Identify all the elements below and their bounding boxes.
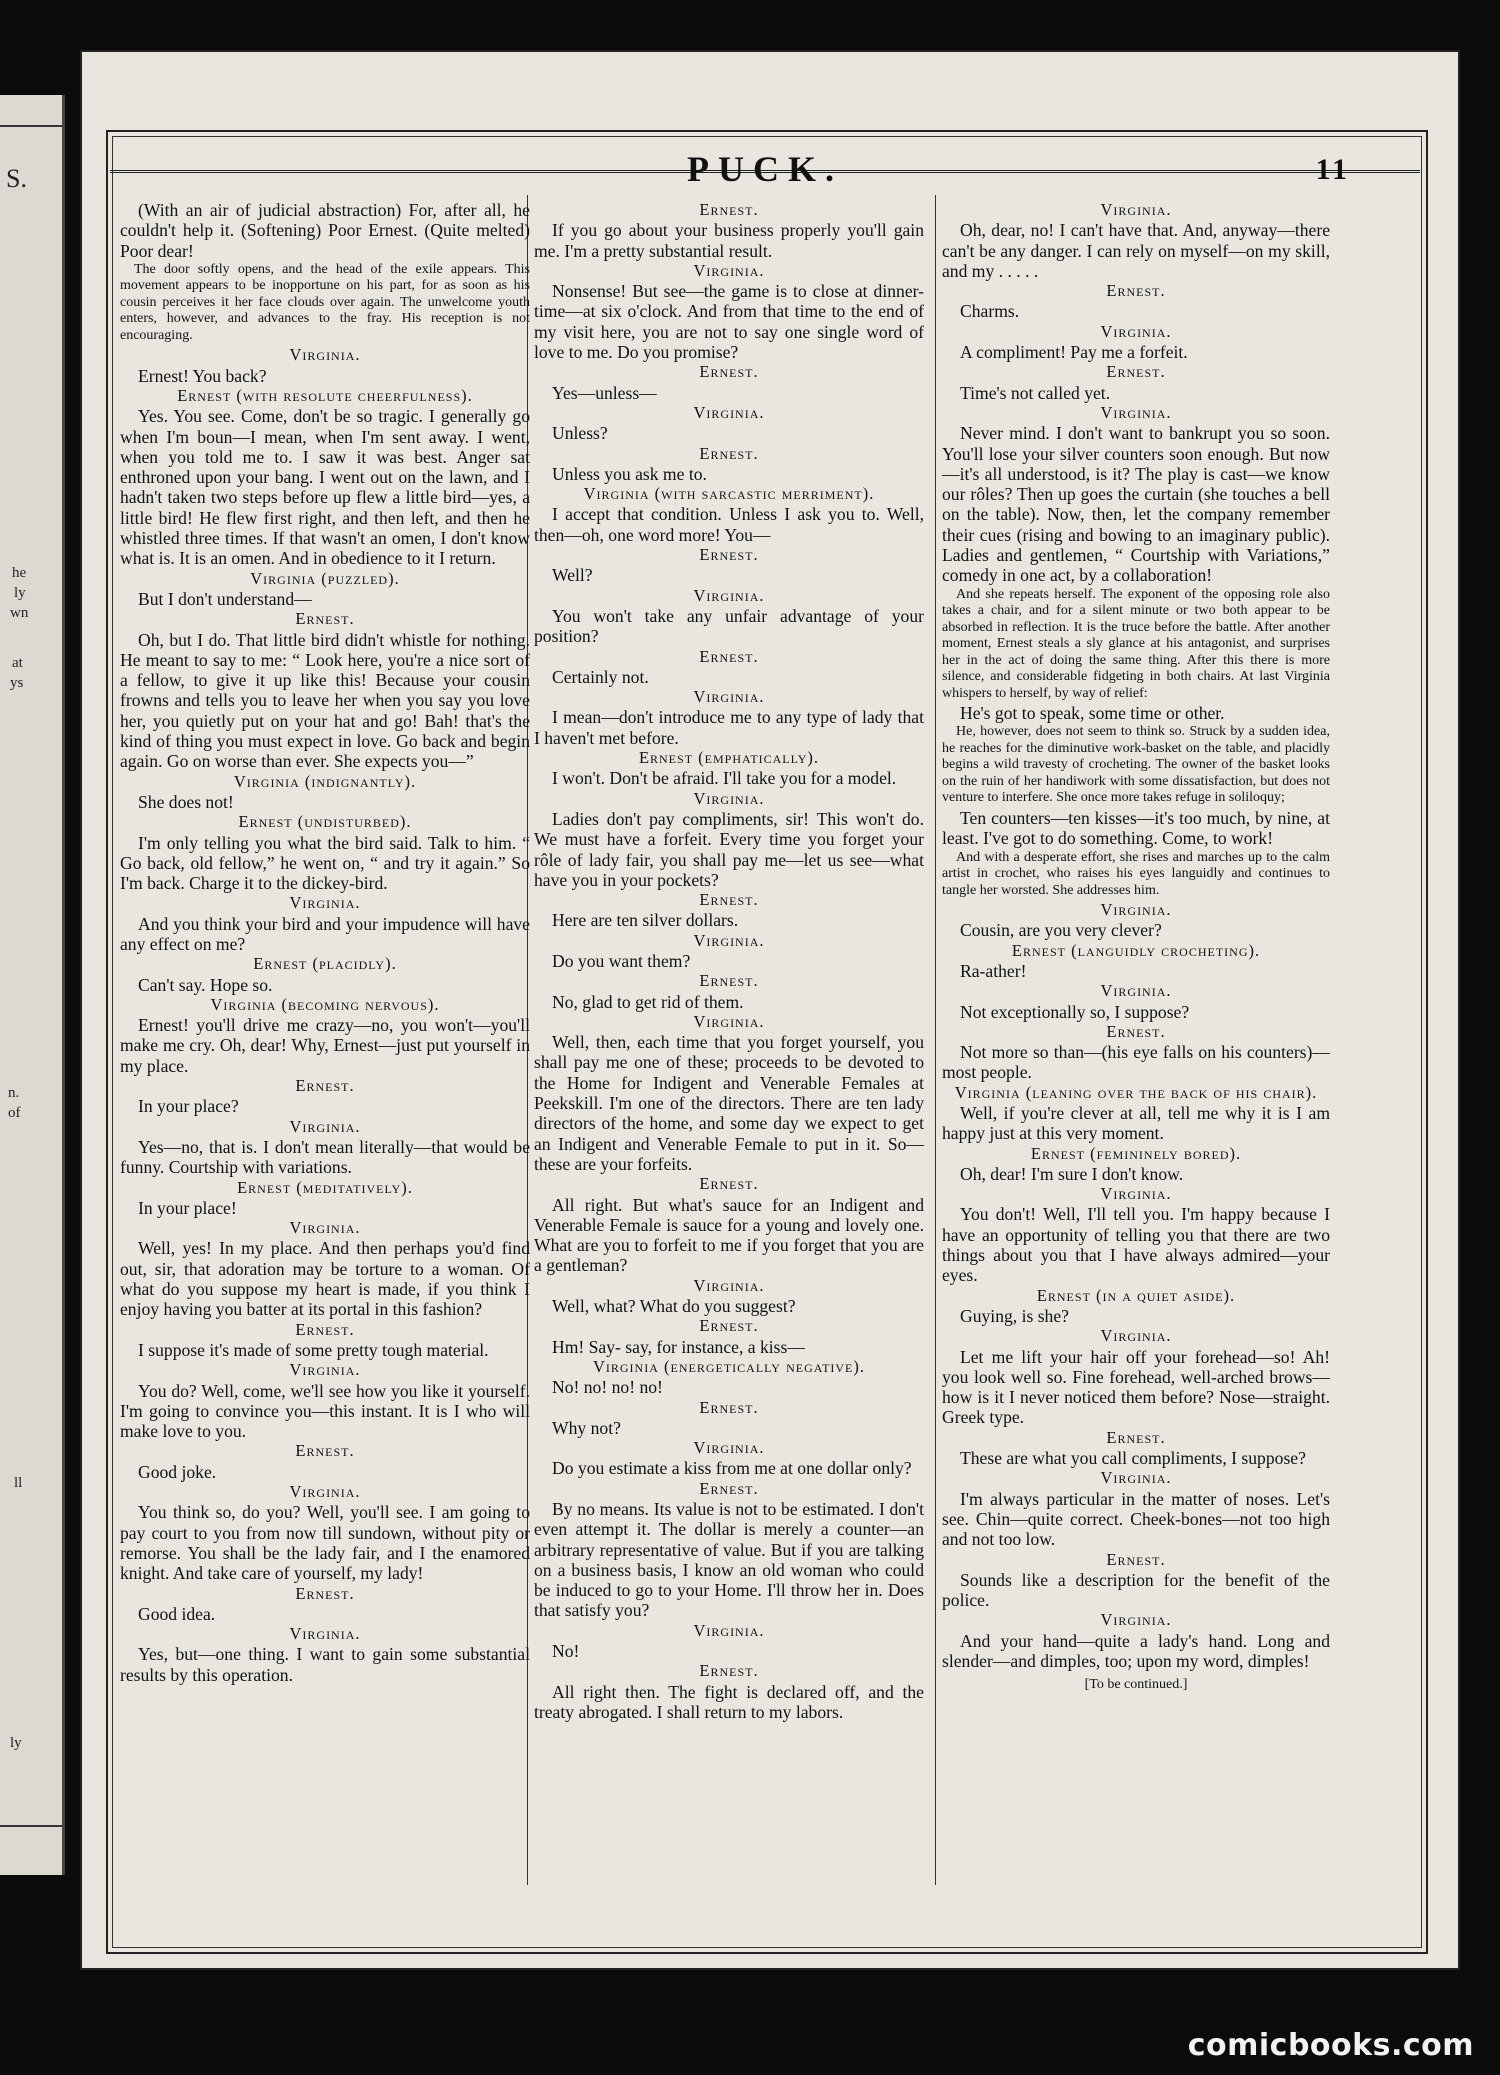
speaker-heading: Virginia.	[1100, 1610, 1172, 1630]
speaker-heading: Ernest.	[699, 1661, 759, 1681]
dialogue-paragraph: In your place!	[138, 1197, 237, 1218]
dialogue-paragraph: Oh, dear, no! I can't have that. And, anyway—there can't be any danger. I can rely on myself—on my skill, and my . . . . .	[942, 220, 1330, 281]
dialogue-paragraph: Good joke.	[138, 1461, 217, 1482]
dialogue-paragraph: Ra-ather!	[960, 960, 1027, 981]
speaker-heading: Virginia.	[1100, 900, 1172, 920]
speaker-heading: Ernest.	[699, 545, 759, 565]
previous-page-rule	[0, 1825, 62, 1827]
previous-page-fragment: ly	[10, 1735, 22, 1751]
to-be-continued-note: [To be continued.]	[1084, 1677, 1188, 1693]
speaker-heading: Ernest.	[699, 1316, 759, 1336]
speaker-heading: Ernest.	[699, 1174, 759, 1194]
dialogue-paragraph: Well, if you're clever at all, tell me why it is I am happy just at this very moment.	[942, 1103, 1330, 1144]
speaker-heading: Virginia.	[1100, 1468, 1172, 1488]
dialogue-paragraph: Can't say. Hope so.	[138, 974, 273, 995]
speaker-heading: Virginia.	[289, 1624, 361, 1644]
speaker-heading: Ernest (femininely bored).	[1030, 1143, 1242, 1163]
speaker-heading: Virginia.	[1100, 200, 1172, 219]
dialogue-paragraph: Guying, is she?	[960, 1305, 1069, 1326]
page-number: 11	[1315, 153, 1350, 186]
dialogue-paragraph: Do you want them?	[552, 950, 691, 971]
speaker-heading: Ernest.	[699, 646, 759, 666]
speaker-heading: Virginia.	[289, 893, 361, 913]
previous-page-fragment: he	[12, 565, 27, 581]
dialogue-paragraph: Nonsense! But see—the game is to close at dinner-time—at six o'clock. And from that time to the end of my visit here, you are not to say one single word of love to me. Do you promise?	[534, 281, 924, 363]
dialogue-paragraph: Not exceptionally so, I suppose?	[960, 1001, 1190, 1022]
speaker-heading: Ernest.	[295, 1076, 355, 1096]
dialogue-paragraph: Never mind. I don't want to bankrupt you so soon. You'll lose your silver counters soon enough. But now—it's all understood, is it? The play is cast—we know our rôles? Then up goes the curtain (she touches a bell on the table). Now, then, let the company remember their cues (rising and bowing to an imaginary public). Ladies and gentlemen, “ Courtship with Variations,” comedy in one act, by a collaboration!	[942, 423, 1330, 586]
dialogue-paragraph: Good idea.	[138, 1603, 216, 1624]
speaker-heading: Ernest (in a quiet aside).	[1036, 1285, 1236, 1305]
speaker-heading: Virginia.	[1100, 321, 1172, 341]
speaker-heading: Ernest.	[295, 1319, 355, 1339]
speaker-heading: Ernest.	[295, 1583, 355, 1603]
dialogue-paragraph: Well, what? What do you suggest?	[552, 1296, 796, 1317]
dialogue-paragraph: I accept that condition. Unless I ask you to. Well, then—oh, one word more! You—	[534, 504, 924, 545]
dialogue-paragraph: And you think your bird and your impudence will have any effect on me?	[120, 913, 530, 954]
previous-page-fragment: wn	[10, 605, 29, 621]
speaker-heading: Ernest (placidly).	[253, 954, 397, 974]
stage-direction: And with a desperate effort, she rises and marches up to the calm artist in crochet, who raises his eyes languidly and continues to tangle her worsted. She addresses him.	[942, 849, 1330, 898]
dialogue-paragraph: I mean—don't introduce me to any type of lady that I haven't met before.	[534, 707, 924, 748]
dialogue-paragraph: You won't take any unfair advantage of your position?	[534, 605, 924, 647]
dialogue-paragraph: Not more so than—(his eye falls on his counters)—most people.	[942, 1042, 1330, 1083]
dialogue-paragraph: You don't! Well, I'll tell you. I'm happy because I have an opportunity of telling you that there are two things about you that I have always admired—your eyes.	[942, 1204, 1330, 1286]
dialogue-paragraph: A compliment! Pay me a forfeit.	[960, 342, 1188, 363]
stage-direction: He, however, does not seem to think so. Struck by a sudden idea, he reaches for the diminutive work-basket on the table, and placidly begins a wild travesty of crocheting. The owner of the basket looks on the ruin of her handiwork with some dissatisfaction, but does not venture to interfere. She once more takes refuge in soliloquy;	[942, 724, 1330, 806]
speaker-heading: Virginia.	[693, 402, 765, 422]
dialogue-paragraph: I'm only telling you what the bird said. Talk to him. “ Go back, old fellow,” he went on, “ and try it again.” So I'm back. Charge it to the dickey-bird.	[120, 832, 530, 894]
dialogue-paragraph: Cousin, are you very clever?	[960, 920, 1162, 941]
speaker-heading: Ernest.	[699, 200, 759, 219]
dialogue-paragraph: Ernest! You back?	[138, 365, 267, 386]
column-2	[534, 200, 924, 1722]
dialogue-paragraph: No!	[552, 1641, 580, 1662]
column-3	[942, 200, 1330, 1696]
dialogue-paragraph: Ladies don't pay compliments, sir! This won't do. We must have a forfeit. Every time you forget your rôle of lady fair, you shall pay me—let us see—what have you in your pockets?	[534, 808, 924, 890]
dialogue-paragraph: He's got to speak, some time or other.	[960, 703, 1225, 724]
speaker-heading: Ernest.	[699, 971, 759, 991]
dialogue-paragraph: Yes, but—one thing. I want to gain some substantial results by this operation.	[120, 1644, 530, 1685]
dialogue-paragraph: Unless you ask me to.	[552, 463, 707, 484]
speaker-heading: Virginia.	[693, 930, 765, 950]
speaker-heading: Virginia.	[289, 1116, 361, 1136]
speaker-heading: Virginia (becoming nervous).	[210, 994, 440, 1014]
speaker-heading: Virginia.	[693, 687, 765, 707]
speaker-heading: Virginia.	[1100, 1326, 1172, 1346]
stage-direction: And she repeats herself. The exponent of the opposing role also takes a chair, and for a silent minute or two both appear to be absorbed in reflection. It is the truce before the battle. After another moment, Ernest steals a sly glance at his antagonist, and surprises her in the act of doing the same thing. After this there is more silence, and considerable fidgeting in both chairs. At last Virginia whispers to herself, by way of relief:	[942, 586, 1330, 701]
dialogue-paragraph: Ernest! you'll drive me crazy—no, you won't—you'll make me cry. Oh, dear! Why, Ernest—just put yourself in my place.	[120, 1015, 530, 1076]
speaker-heading: Ernest.	[699, 1397, 759, 1417]
masthead: PUCK.	[687, 149, 843, 189]
dialogue-paragraph: You think so, do you? Well, you'll see. I am going to pay court to you from now till sundown, without pity or remorse. You shall be the lady fair, and I the enamored knight. And take care of yourself, my lady!	[120, 1502, 530, 1584]
speaker-heading: Virginia.	[693, 585, 765, 605]
dialogue-paragraph: Let me lift your hair off your forehead—so! Ah! you look well so. Fine forehead, well-arched brows—how is it I never noticed them before? Nose—straight. Greek type.	[942, 1346, 1330, 1428]
dialogue-paragraph: Time's not called yet.	[960, 382, 1111, 403]
dialogue-paragraph: I suppose it's made of some pretty tough material.	[138, 1339, 489, 1360]
dialogue-paragraph: Sounds like a description for the benefit of the police.	[942, 1569, 1330, 1611]
dialogue-paragraph: Why not?	[552, 1417, 621, 1438]
speaker-heading: Ernest.	[699, 1478, 759, 1498]
speaker-heading: Virginia.	[693, 1275, 765, 1295]
speaker-heading: Virginia.	[289, 345, 361, 365]
dialogue-paragraph: Here are ten silver dollars.	[552, 910, 739, 931]
speaker-heading: Virginia.	[693, 1620, 765, 1640]
speaker-heading: Ernest.	[1106, 1549, 1166, 1569]
speaker-heading: Virginia (puzzled).	[250, 568, 400, 588]
dialogue-paragraph: Certainly not.	[552, 666, 649, 687]
speaker-heading: Virginia.	[693, 788, 765, 808]
dialogue-paragraph: Charms.	[960, 301, 1020, 322]
column-divider	[935, 195, 936, 1885]
speaker-heading: Ernest.	[1106, 1427, 1166, 1447]
dialogue-paragraph: By no means. Its value is not to be estimated. I don't even attempt it. The dollar is merely a counter—an arbitrary representative of value. But if you are talking on a business basis, I know an old woman who could be induced to go to your Home. I'll throw her in. Does that satisfy you?	[534, 1499, 924, 1621]
dialogue-paragraph: Oh, but I do. That little bird didn't whistle for nothing. He meant to say to me: “ Look here, you're a nice sort of a fellow, to give it up like this! Because your cousin frowns and tells you to leave her when you say you love her, you quietly put on your hat and go! Bah! that's the kind of thing you must expect in love. Go back and begin again. Go on worse than ever. She expects you—”	[120, 629, 530, 772]
dialogue-paragraph: Well, then, each time that you forget yourself, you shall pay me one of these; proceeds to be devoted to the Home for Indigent and Venerable Females at Peekskill. I'm one of the directors. There are ten lady directors of the home, and some day we expect to get an Indigent and Venerable Female to put in it. So—these are your forfeits.	[534, 1032, 924, 1174]
page-header	[110, 96, 1420, 189]
dialogue-paragraph: (With an air of judicial abstraction) For, after all, he couldn't help it. (Softening) Poor Ernest. (Quite melted) Poor dear!	[120, 200, 530, 261]
speaker-heading: Virginia.	[289, 1360, 361, 1380]
speaker-heading: Virginia.	[1100, 981, 1172, 1001]
speaker-heading: Ernest (with resolute cheerfulness).	[177, 385, 473, 405]
dialogue-paragraph: Hm! Say- say, for instance, a kiss—	[552, 1336, 805, 1357]
watermark: comicbooks.com	[1187, 2028, 1474, 2063]
speaker-heading: Ernest (emphatically).	[638, 748, 820, 768]
dialogue-paragraph: She does not!	[138, 791, 234, 812]
dialogue-paragraph: Do you estimate a kiss from me at one dollar only?	[552, 1458, 912, 1479]
dialogue-paragraph: No! no! no! no!	[552, 1377, 663, 1398]
speaker-heading: Virginia.	[1100, 1184, 1172, 1204]
dialogue-paragraph: If you go about your business properly you'll gain me. I'm a pretty substantial result.	[534, 220, 924, 261]
speaker-heading: Ernest.	[699, 443, 759, 463]
speaker-heading: Virginia.	[289, 1218, 361, 1238]
dialogue-paragraph: Unless?	[552, 423, 608, 444]
speaker-heading: Ernest.	[1106, 1021, 1166, 1041]
dialogue-paragraph: Yes—unless—	[552, 382, 657, 403]
speaker-heading: Virginia.	[289, 1482, 361, 1502]
speaker-heading: Ernest.	[295, 1441, 355, 1461]
speaker-heading: Virginia (leaning over the back of his chair).	[954, 1082, 1318, 1102]
dialogue-paragraph: Yes—no, that is. I don't mean literally—that would be funny. Courtship with variations.	[120, 1136, 530, 1178]
speaker-heading: Ernest (languidly crocheting).	[1011, 940, 1261, 960]
speaker-heading: Virginia (indignantly).	[233, 771, 417, 791]
speaker-heading: Virginia.	[693, 260, 765, 280]
speaker-heading: Virginia (with sarcastic merriment).	[583, 484, 875, 504]
previous-page-fragment: n.	[8, 1085, 20, 1101]
speaker-heading: Ernest.	[699, 890, 759, 910]
previous-page-edge	[0, 95, 65, 1875]
column-1	[120, 200, 530, 1685]
dialogue-paragraph: These are what you call compliments, I suppose?	[960, 1448, 1306, 1469]
dialogue-paragraph: Well?	[552, 565, 593, 586]
previous-page-fragment: at	[12, 655, 23, 671]
dialogue-paragraph: Ten counters—ten kisses—it's too much, by nine, at least. I've got to do something. Come, to work!	[942, 807, 1330, 849]
dialogue-paragraph: Well, yes! In my place. And then perhaps you'd find out, sir, that adoration may be torture to a woman. Of what do you suppose my heart is made, if you think I enjoy having you batter at its portal in this fashion?	[120, 1238, 530, 1320]
dialogue-paragraph: In your place?	[138, 1096, 239, 1117]
previous-page-rule	[0, 125, 62, 127]
speaker-heading: Ernest (meditatively).	[237, 1177, 413, 1197]
dialogue-paragraph: I won't. Don't be afraid. I'll take you for a model.	[552, 768, 897, 789]
dialogue-paragraph: And your hand—quite a lady's hand. Long and slender—and dimples, too; upon my word, dimples!	[942, 1630, 1330, 1672]
previous-page-fragment: ys	[10, 675, 24, 691]
dialogue-paragraph: I'm always particular in the matter of noses. Let's see. Chin—quite correct. Cheek-bones—not too high and not too low.	[942, 1488, 1330, 1550]
speaker-heading: Ernest.	[295, 609, 355, 629]
speaker-heading: Virginia.	[693, 1438, 765, 1458]
previous-page-fragment: ly	[14, 585, 26, 601]
dialogue-paragraph: You do? Well, come, we'll see how you like it yourself. I'm going to convince you—this instant. It is I who will make love to you.	[120, 1380, 530, 1442]
stage-direction: The door softly opens, and the head of the exile appears. This movement appears to be inopportune on his part, for as soon as his cousin perceives it her face clouds over again. The unwelcome youth enters, however, and advances to the fray. His reception is not encouraging.	[120, 261, 530, 343]
previous-page-fragment: of	[8, 1105, 21, 1121]
speaker-heading: Virginia.	[693, 1011, 765, 1031]
speaker-heading: Ernest.	[699, 362, 759, 382]
speaker-heading: Ernest.	[1106, 281, 1166, 301]
dialogue-paragraph: All right. But what's sauce for an Indigent and Venerable Female is sauce for a young and lovely one. What are you to forfeit to me if you forget that you are a gentleman?	[534, 1194, 924, 1276]
previous-page-fragment: ll	[14, 1475, 23, 1491]
speaker-heading: Ernest.	[1106, 362, 1166, 382]
speaker-heading: Virginia.	[1100, 402, 1172, 422]
dialogue-paragraph: No, glad to get rid of them.	[552, 991, 744, 1012]
previous-page-fragment: S.	[6, 164, 27, 193]
dialogue-paragraph: All right then. The fight is declared off, and the treaty abrogated. I shall return to my labors.	[534, 1681, 924, 1722]
dialogue-paragraph: Yes. You see. Come, don't be so tragic. I generally go when I'm boun—I mean, when I'm sent away. I went, when you told me to. I saw it was best. Anger sat enthroned upon your bang. I went out on the lawn, and I hadn't taken two steps before up flew a little bird—yes, a little bird! He flew first right, and then left, and then he whistled three times. If that wasn't an omen, I don't know what is. It is an omen. And in obedience to it I return.	[120, 406, 530, 569]
dialogue-paragraph: But I don't understand—	[138, 588, 312, 609]
speaker-heading: Virginia (energetically negative).	[592, 1356, 866, 1376]
dialogue-paragraph: Oh, dear! I'm sure I don't know.	[960, 1163, 1184, 1184]
speaker-heading: Ernest (undisturbed).	[238, 812, 412, 832]
